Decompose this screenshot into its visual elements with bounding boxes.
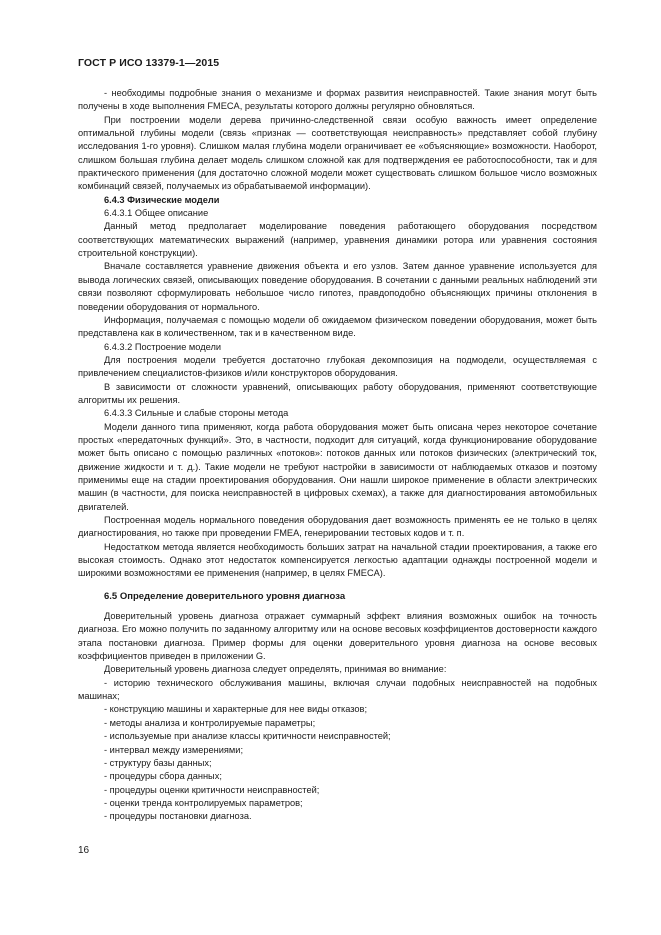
document-header: ГОСТ Р ИСО 13379-1—2015 <box>78 57 220 69</box>
list-item: - процедуры постановки диагноза. <box>104 811 252 822</box>
paragraph: Модели данного типа применяют, когда работа оборудования может быть описана через некоторое сочетание простых «передаточных функций». Это, в частности, подходит для ситуаций, когда функционирование оборудование может быть описано с помощью различных «потоков»: потоков данных или потоков физических (электрический ток, движение жидкости и т. д.). Такие модели не требуют настройки в зависимости от наблюдаемых отказов и поэтому применимы еще на стадии проектирования оборудования. Они нашли широкое применение в области электрических машин (в частности, для поиска неисправностей в цифровых схемах), а также для диагностирования автомобильных двигателей. <box>78 421 597 512</box>
paragraph: Построенная модель нормального поведения оборудования дает возможность применять ее не только в целях диагностирования, но также при проведении FMEA, генерировании тестовых кодов и т. п. <box>78 515 597 539</box>
list-item: - процедуры сбора данных; <box>104 771 222 782</box>
paragraph: При построении модели дерева причинно-следственной связи особую важность имеет определение оптимальной глубины модели (связь «признак — соответствующая неисправность» представляет собой глубину исследования 1-го уровня). Слишком малая глубина модели ограничивает ее «объясняющие» возможности. Наоборот, слишком большая глубина делает модель слишком сложной как для подтверждения ее работоспособности, так и для практического применения (для достаточно сложной модели может существовать слишком большое число возможных комбинаций связей, получаемых из обрабатываемой информации). <box>78 114 597 192</box>
page-number: 16 <box>78 845 90 856</box>
paragraph: Доверительный уровень диагноза отражает суммарный эффект влияния возможных ошибок на точность диагноза. Его можно получить по заданному алгоритму или на основе весовых коэффициентов достоверности каждого этапа постановки диагноза. Пример формы для оценки доверительного уровня диагноза на основе весовых коэффициентов приведен в приложении G. <box>78 611 597 662</box>
paragraph: - необходимы подробные знания о механизме и формах развития неисправностей. Такие знания могут быть получены в ходе выполнения FMECA, результаты которого должны регулярно обновляться. <box>78 88 597 112</box>
list-item: - интервал между измерениями; <box>104 744 244 755</box>
document-body <box>78 87 597 824</box>
paragraph: Для построения модели требуется достаточно глубокая декомпозиция на подмодели, осуществляемая с привлечением специалистов-физиков и/или конструкторов оборудования. <box>78 354 597 379</box>
list-item: - процедуры оценки критичности неисправностей; <box>104 784 320 795</box>
subsection-heading-6-4-3-1: 6.4.3.1 Общее описание <box>104 208 209 219</box>
list-item: - конструкцию машины и характерные для нее виды отказов; <box>104 704 368 715</box>
paragraph: Доверительный уровень диагноза следует определять, принимая во внимание: <box>104 664 447 675</box>
subsection-heading-6-4-3-3: 6.4.3.3 Сильные и слабые стороны метода <box>104 408 289 419</box>
section-heading-6-5: 6.5 Определение доверительного уровня диагноза <box>104 590 346 602</box>
list-item: - структуру базы данных; <box>104 757 212 768</box>
list-item: - используемые при анализе классы критичности неисправностей; <box>104 731 391 742</box>
paragraph: В зависимости от сложности уравнений, описывающих работу оборудования, применяют соответствующие алгоритмы их решения. <box>78 381 597 405</box>
list-item: - оценки тренда контролируемых параметров; <box>104 797 303 808</box>
paragraph: Вначале составляется уравнение движения объекта и его узлов. Затем данное уравнение используется для вывода логических связей, описывающих поведение оборудования. В сочетании с данными реальных наблюдений эти связи позволяют сформулировать небольшое число гипотез, правдоподобно объясняющих причины отклонения в поведении оборудования от нормального. <box>78 261 597 312</box>
section-heading-6-4-3: 6.4.3 Физические модели <box>104 194 220 205</box>
list-item: - методы анализа и контролируемые параметры; <box>104 717 316 728</box>
paragraph: Данный метод предполагает моделирование поведения работающего оборудования посредством соответствующих математических выражений (например, уравнения динамики ротора или уравнения состояния строительной конструкции). <box>78 221 597 259</box>
list-item: - историю технического обслуживания машины, включая случаи подобных неисправностей на подобных машинах; <box>78 677 597 702</box>
paragraph: Недостатком метода является необходимость больших затрат на начальной стадии проектирования, а также его высокая стоимость. Однако этот недостаток компенсируется легкостью адаптации однажды построенной модели и широкими возможностями ее применения (например, в целях FMECA). <box>78 541 597 579</box>
paragraph: Информация, получаемая с помощью модели об ожидаемом физическом поведении оборудования, может быть представлена как в количественном, так и в качественном виде. <box>78 314 597 339</box>
subsection-heading-6-4-3-2: 6.4.3.2 Построение модели <box>104 341 222 352</box>
